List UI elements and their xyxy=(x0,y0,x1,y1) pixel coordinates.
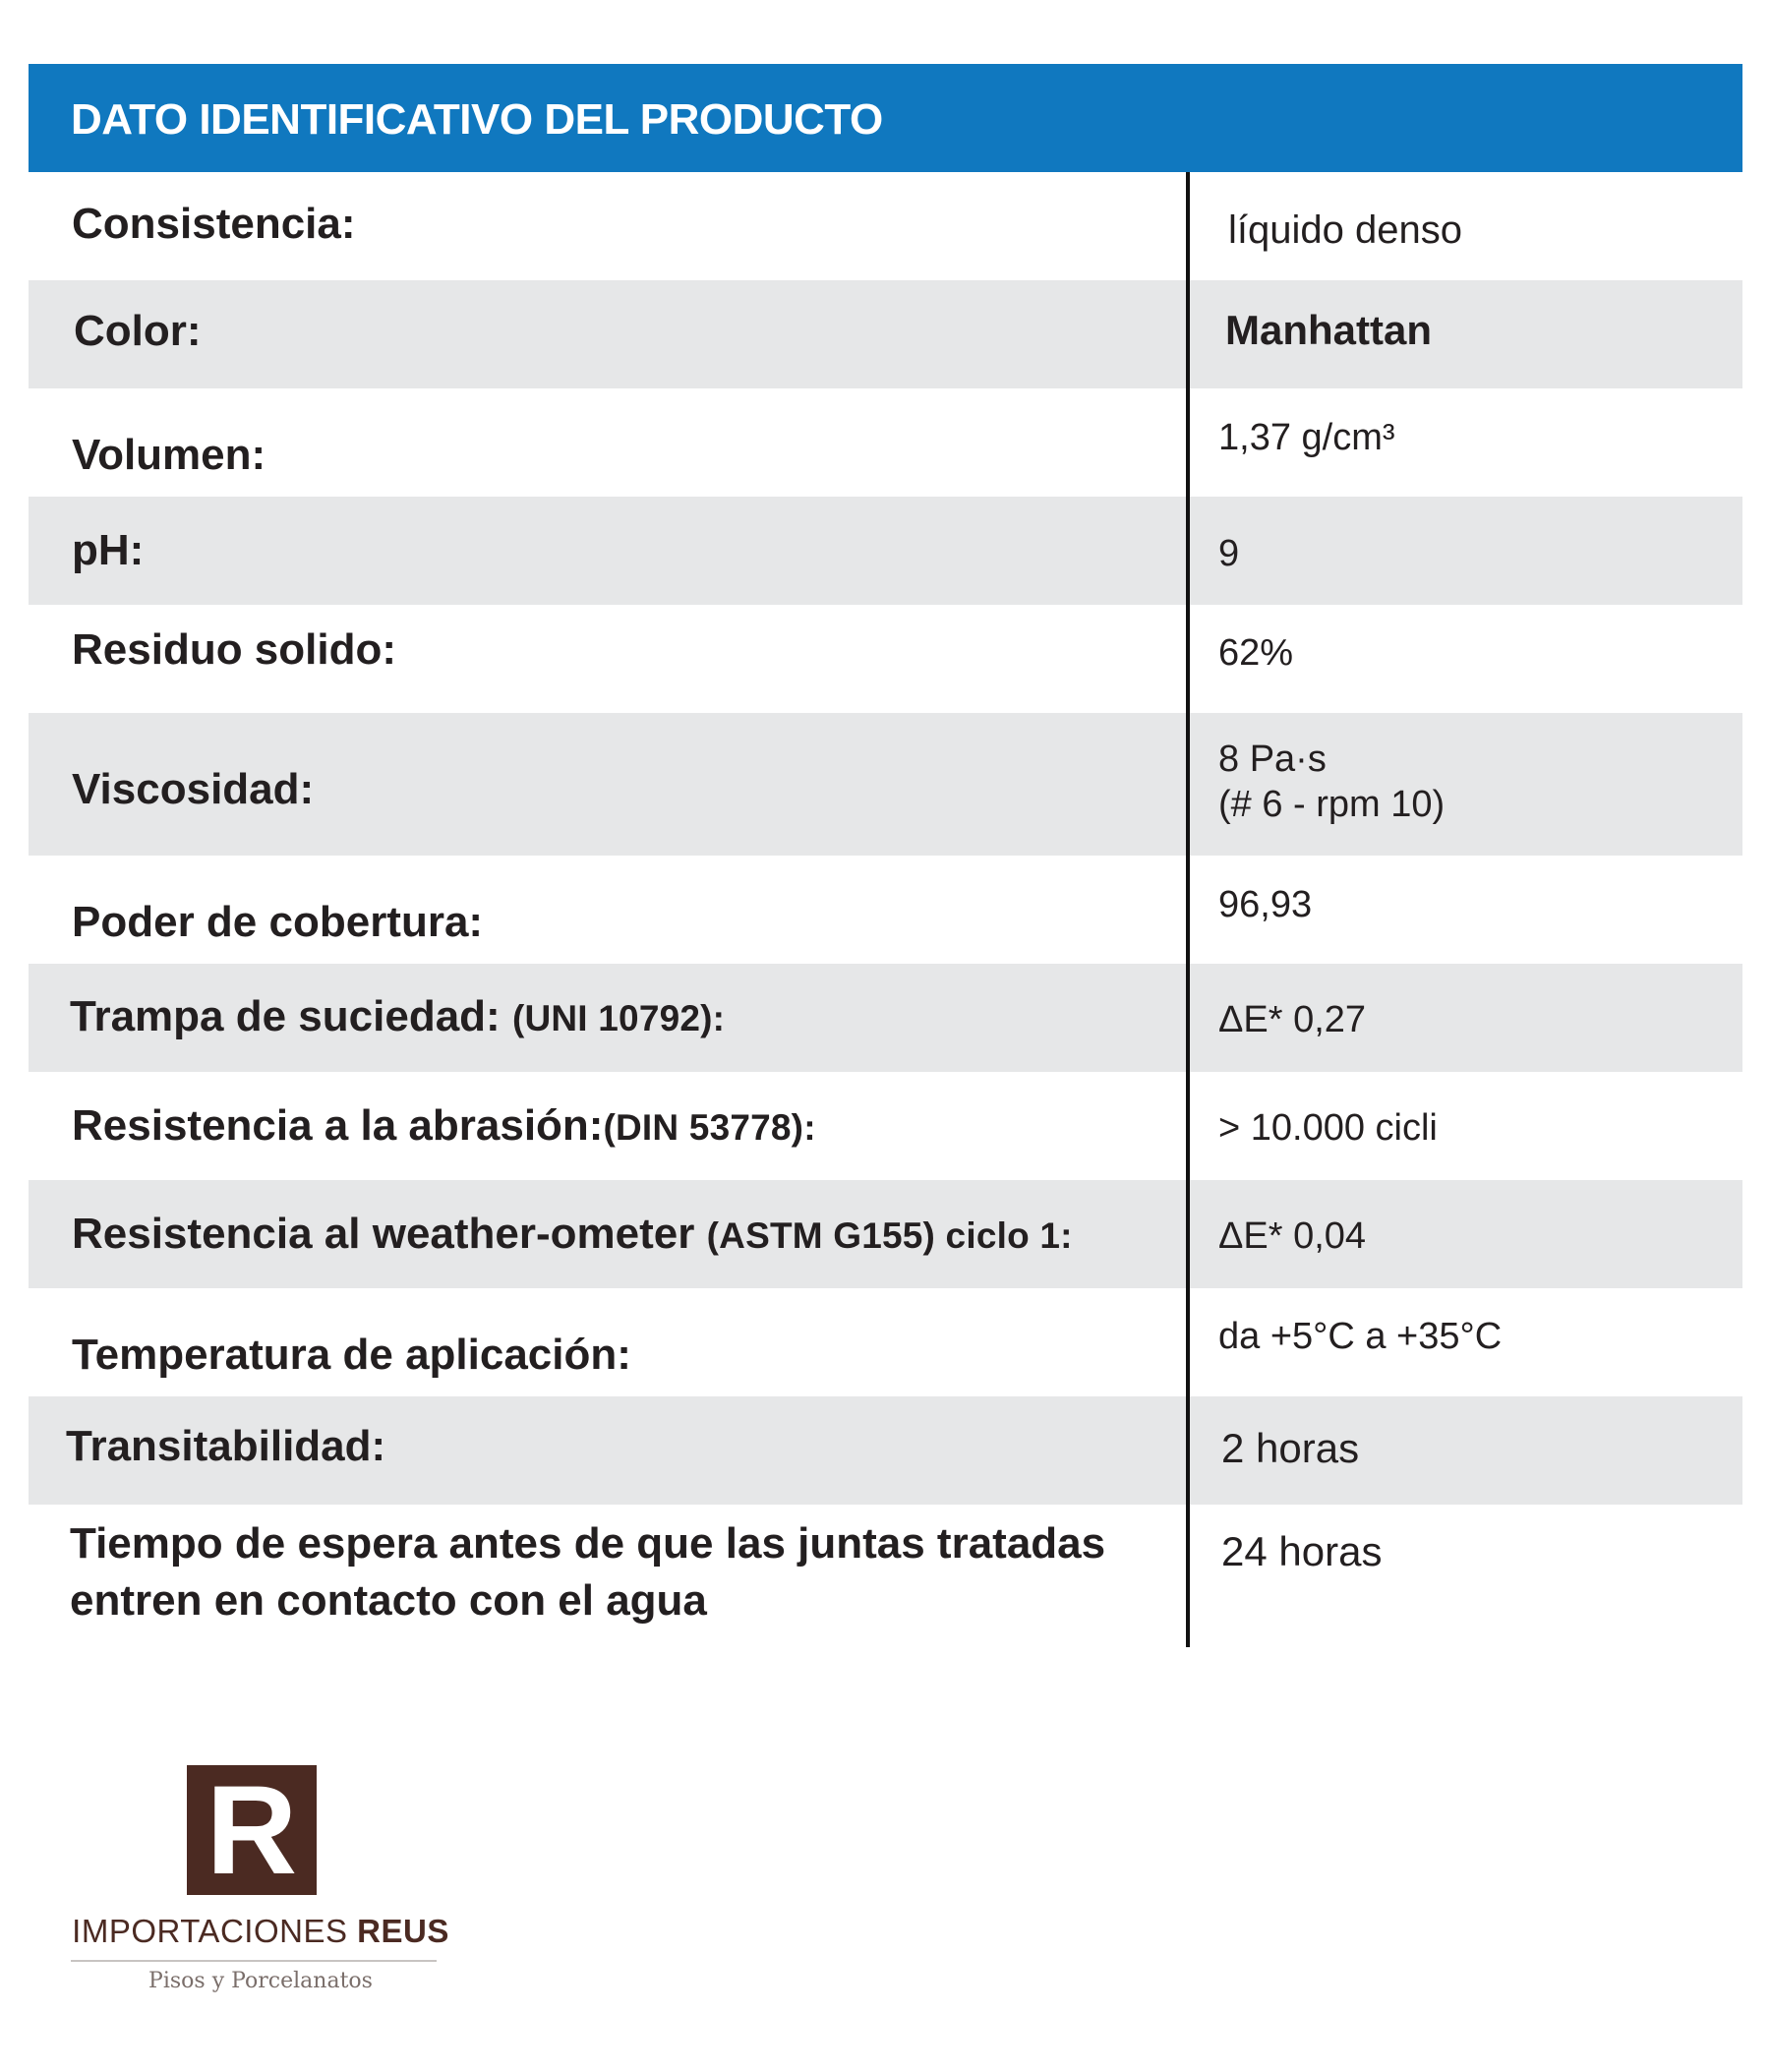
row-label-note: (UNI 10792): xyxy=(511,998,726,1038)
table-row xyxy=(29,856,1742,964)
table-row xyxy=(29,713,1742,856)
row-label: Resistencia al weather-ometer (ASTM G155) ciclo 1: xyxy=(72,1210,1073,1258)
row-label: Poder de cobertura: xyxy=(72,898,484,946)
table-row xyxy=(29,280,1742,388)
row-label: Trampa de suciedad: (UNI 10792): xyxy=(70,992,726,1040)
row-value: ΔE* 0,04 xyxy=(1218,1215,1367,1257)
row-value: ΔE* 0,27 xyxy=(1218,999,1367,1040)
table-row xyxy=(29,964,1742,1072)
row-label: Temperatura de aplicación: xyxy=(72,1331,631,1379)
table-row xyxy=(29,1180,1742,1288)
row-value: 8 Pa·s xyxy=(1218,739,1327,780)
company-name: IMPORTACIONES REUS xyxy=(72,1913,449,1949)
row-value: 1,37 g/cm³ xyxy=(1218,417,1395,458)
table-row xyxy=(29,1072,1742,1180)
company-logo xyxy=(59,1760,462,2001)
row-value: 9 xyxy=(1218,533,1240,574)
table-row xyxy=(29,172,1742,280)
row-value: 24 horas xyxy=(1221,1528,1383,1574)
row-label: Tiempo de espera antes de que las juntas tratadas xyxy=(70,1519,1106,1568)
logo-divider xyxy=(71,1960,437,1962)
row-label-note: (ASTM G155) ciclo 1: xyxy=(706,1215,1073,1256)
row-value: Manhattan xyxy=(1225,307,1432,353)
row-label: Consistencia: xyxy=(72,200,356,248)
table-row xyxy=(29,497,1742,605)
row-label: pH: xyxy=(72,526,145,574)
row-label: Transitabilidad: xyxy=(66,1422,386,1470)
section-header xyxy=(29,64,1742,172)
table-row xyxy=(29,1505,1742,1652)
row-value: 96,93 xyxy=(1218,884,1313,925)
row-value: líquido denso xyxy=(1228,208,1462,252)
logo-letter: R xyxy=(206,1760,298,1901)
section-title: DATO IDENTIFICATIVO DEL PRODUCTO xyxy=(71,95,883,144)
company-tagline: Pisos y Porcelanatos xyxy=(148,1969,373,1993)
row-value: da +5°C a +35°C xyxy=(1218,1316,1503,1357)
table-row xyxy=(29,1396,1742,1505)
column-divider xyxy=(1186,172,1190,1647)
row-label: Residuo solido: xyxy=(72,625,396,674)
row-value: 62% xyxy=(1218,632,1294,674)
row-value-detail: (# 6 - rpm 10) xyxy=(1218,784,1446,825)
table-row xyxy=(29,605,1742,713)
row-label-note: (DIN 53778): xyxy=(603,1107,816,1148)
row-value: > 10.000 cicli xyxy=(1218,1107,1438,1149)
logo-mark xyxy=(187,1760,317,1901)
table-row xyxy=(29,388,1742,497)
row-label: Resistencia a la abrasión:(DIN 53778): xyxy=(72,1101,816,1150)
row-value: 2 horas xyxy=(1221,1425,1360,1471)
row-label: Viscosidad: xyxy=(72,765,315,813)
row-label-line2: entren en contacto con el agua xyxy=(70,1576,707,1625)
row-label: Volumen: xyxy=(72,431,266,479)
row-label: Color: xyxy=(74,307,202,355)
table-row xyxy=(29,1288,1742,1396)
